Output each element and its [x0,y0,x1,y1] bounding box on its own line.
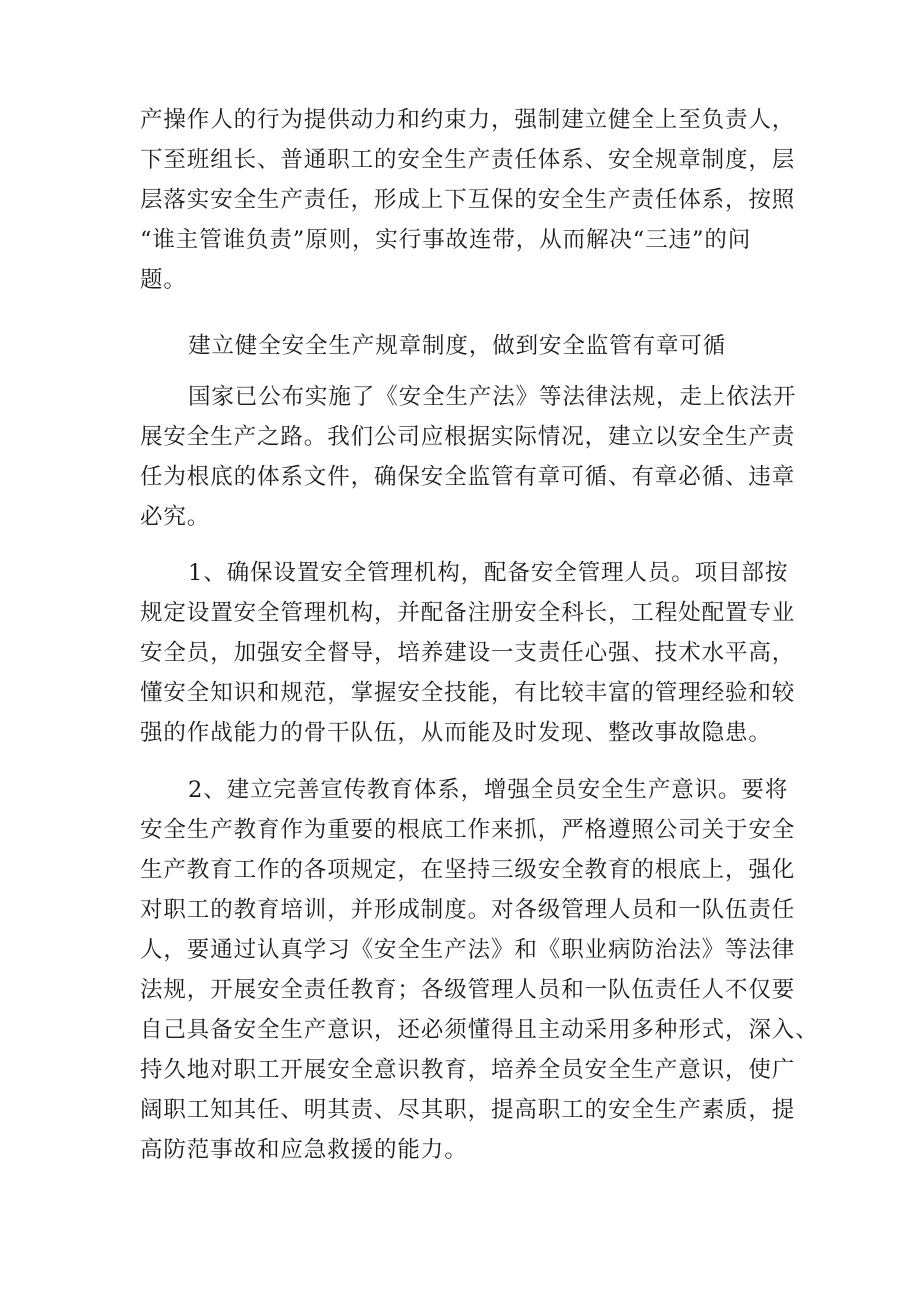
paragraph-item-1 [140,553,796,753]
text-line: 阔职工知其任、明其责、尽其职，提高职工的安全生产素质，提 [140,1097,796,1123]
text-line: 安全生产教育作为重要的根底工作来抓，严格遵照公司关于安全 [140,817,796,843]
text-line: 1、确保设置安全管理机构，配备安全管理人员。项目部按 [188,560,789,586]
text-line: 强的作战能力的骨干队伍，从而能及时发现、整改事故隐患。 [140,720,772,746]
heading-text: 建立健全安全生产规章制度，做到安全监管有章可循 [188,333,727,359]
text-line: 层落实安全生产责任，形成上下互保的安全生产责任体系，按照 [140,187,796,213]
text-line: 安全员，加强安全督导，培养建设一支责任心强、技术水平高， [140,640,796,666]
text-line: 人，要通过认真学习《安全生产法》和《职业病防治法》等法律 [140,937,796,963]
text-line: 题。 [140,267,187,293]
text-line: 产操作人的行为提供动力和约束力，强制建立健全上至负责人， [140,107,796,133]
paragraph-responsibility-system [140,100,796,300]
text-line: 下至班组长、普通职工的安全生产责任体系、安全规章制度，层 [140,147,796,173]
text-line: 高防范事故和应急救援的能力。 [140,1137,468,1163]
text-line: 对职工的教育培训，并形成制度。对各级管理人员和一队伍责任 [140,897,796,923]
text-line: 规定设置安全管理机构，并配备注册安全科长，工程处配置专业 [140,600,796,626]
text-line: 必究。 [140,504,211,530]
text-line: “谁主管谁负责”原则，实行事故连带，从而解决“三违”的问 [140,227,752,253]
text-line: 懂安全知识和规范，掌握安全技能，有比较丰富的管理经验和较 [140,680,796,706]
text-line: 2、建立完善宣传教育体系，增强全员安全生产意识。要将 [188,777,789,803]
text-line: 展安全生产之路。我们公司应根据实际情况，建立以安全生产责 [140,424,796,450]
text-line: 持久地对职工开展安全意识教育，培养全员安全生产意识，使广 [140,1057,796,1083]
text-line: 国家已公布实施了《安全生产法》等法律法规，走上依法开 [188,384,797,410]
section-heading [140,326,788,366]
paragraph-item-2 [140,770,819,1170]
text-line: 任为根底的体系文件，确保安全监管有章可循、有章必循、违章 [140,464,796,490]
text-line: 生产教育工作的各项规定，在坚持三级安全教育的根底上，强化 [140,857,796,883]
text-line: 自己具备安全生产意识，还必须懂得且主动采用多种形式，深入、 [140,1017,819,1043]
text-line: 法规，开展安全责任教育；各级管理人员和一队伍责任人不仅要 [140,977,796,1003]
paragraph-laws-regulations [140,377,797,537]
